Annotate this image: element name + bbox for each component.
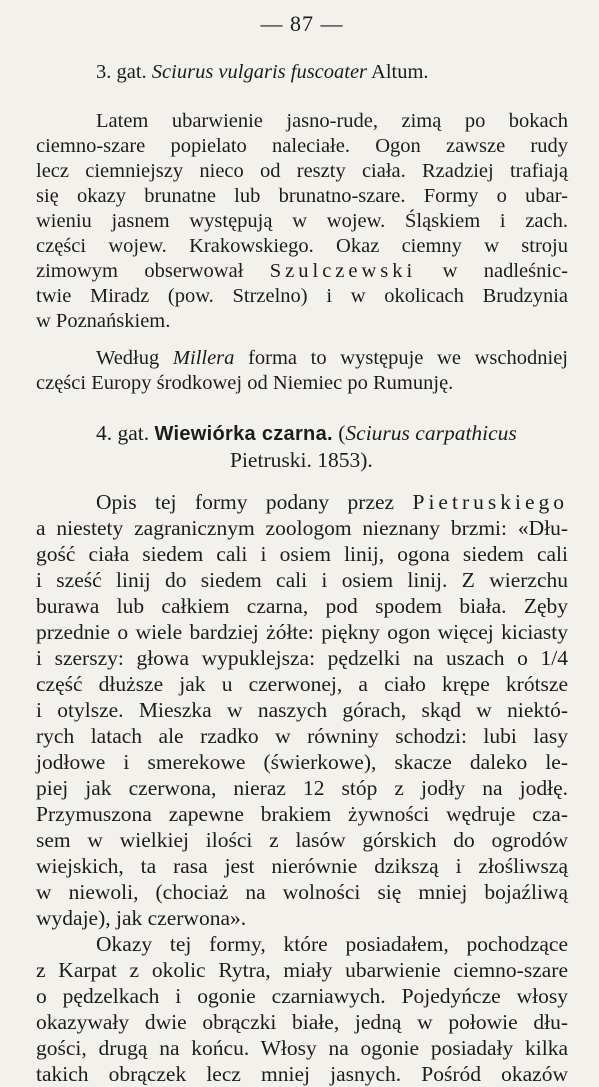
text-line: części Europy środkowej od Niemiec po Rumunję. [36, 372, 454, 394]
text-line: burawa lub całkiem czarna, pod spodem biała. Zęby [36, 594, 568, 618]
text-line: i sześć linij do siedem cali i osiem linij. Z wierzchu [36, 568, 568, 592]
author-name: Pietruskiego [412, 490, 568, 514]
text-line: wydaje), jak czerwona». [36, 906, 247, 930]
section-4-heading-latin: Sciurus carpathicus [345, 421, 517, 445]
text-line: wieniu jasnem występują w wojew. Śląskiem i zach. [36, 210, 568, 232]
text-line: okazywały dwie obrączki białe, jedną w połowie dłu- [36, 1010, 568, 1034]
section-3-heading [36, 60, 568, 85]
section-3-paragraph-2 [36, 346, 568, 396]
section-3-paragraph-1 [36, 109, 568, 334]
text-line: rych latach ale rzadko w równiny schodzi: lubi lasy [36, 724, 568, 748]
text-line: Latem ubarwienie jasno-rude, zimą po bokach [96, 110, 568, 132]
text-line: ciemno-szare popielato naleciałe. Ogon zawsze rudy [36, 135, 568, 157]
text-fragment: forma to występuje we wschodniej [234, 347, 568, 369]
text-line: część dłuższe jak u czerwonej, a ciało krępe krótsze [36, 672, 568, 696]
text-fragment: Opis tej formy podany przez [96, 490, 413, 514]
text-line: lecz ciemniejszy nieco od reszty ciała. Rzadziej trafiają [36, 160, 568, 182]
text-line: przednie o wiele bardziej żółte: piękny ogon więcej kiciasty [36, 620, 568, 644]
text-line: się okazy brunatne lub brunatno-szare. Formy o ubar- [36, 185, 568, 207]
text-line: w Poznańskiem. [36, 310, 171, 332]
section-4-paragraph-1 [36, 489, 568, 931]
text-line: wiejskich, ta rasa jest nierównie dzikszą i złośliwszą [36, 854, 568, 878]
text-line: Przymuszona zapewne brakiem żywności wędruje cza- [36, 802, 568, 826]
section-4-heading-prefix: 4. gat. [96, 421, 155, 445]
section-4-heading-paren: ( [332, 421, 346, 445]
text-line: twie Miradz (pow. Strzelno) i w okolicach Brudzynia [36, 285, 568, 307]
section-3-heading-latin: Sciurus vulgaris fuscoater [151, 61, 368, 83]
text-line: o pędzelkach i ogonie czarniawych. Pojedyńcze włosy [36, 984, 568, 1008]
section-4-heading [36, 420, 568, 447]
text-line: a niestety zagranicznym zoologom nieznany brzmi: «Dłu- [36, 516, 568, 540]
text-line: Okazy tej formy, które posiadałem, pochodzące [96, 932, 568, 956]
document-page [36, 6, 568, 1087]
text-line [36, 259, 568, 284]
text-fragment: zimowym obserwował [36, 260, 270, 282]
text-line: sem w wielkiej ilości z lasów górskich do ogrodów [36, 828, 568, 852]
text-line: gość ciała siedem cali i osiem linij, ogona siedem cali [36, 542, 568, 566]
text-line [36, 346, 568, 371]
text-line: części wojew. Krakowskiego. Okaz ciemny w stroju [36, 235, 568, 257]
text-line: i szerszy: głowa wypuklejsza: pędzelki na uszach o 1/4 [36, 646, 568, 670]
text-line [36, 489, 568, 515]
section-3-heading-prefix: 3. gat. [96, 61, 152, 83]
page-number: — 87 — [260, 11, 344, 36]
author-name: Szulczewski [269, 260, 417, 282]
section-4-paragraph-2 [36, 931, 568, 1087]
text-line: z Karpat z okolic Rytra, miały ubarwienie ciemno-szare [36, 958, 568, 982]
author-name: Millera [172, 347, 235, 369]
text-line: takich obrączek lecz mniej jasnych. Pośród okazów [36, 1062, 568, 1086]
text-line: jodłowe i smerekowe (świerkowe), skacze daleko le- [36, 750, 568, 774]
text-line: gości, drugą na końcu. Włosy na ogonie posiadały kilka [36, 1036, 568, 1060]
text-line: piej jak czerwona, nieraz 12 stóp z jodły na jodłę. [36, 776, 568, 800]
section-4-heading-line-2: Pietruski. 1853). [230, 448, 373, 472]
text-fragment: w nadleśnic- [416, 260, 569, 282]
text-fragment: Według [96, 347, 173, 369]
text-line: i otylsze. Mieszka w naszych górach, skąd w niektó- [36, 698, 568, 722]
text-line: w niewoli, (chociaż na wolności się mniej bojaźliwą [36, 880, 568, 904]
section-4-heading-bold: Wiewiórka czarna. [154, 423, 333, 445]
section-3-heading-author: Altum. [367, 61, 429, 83]
